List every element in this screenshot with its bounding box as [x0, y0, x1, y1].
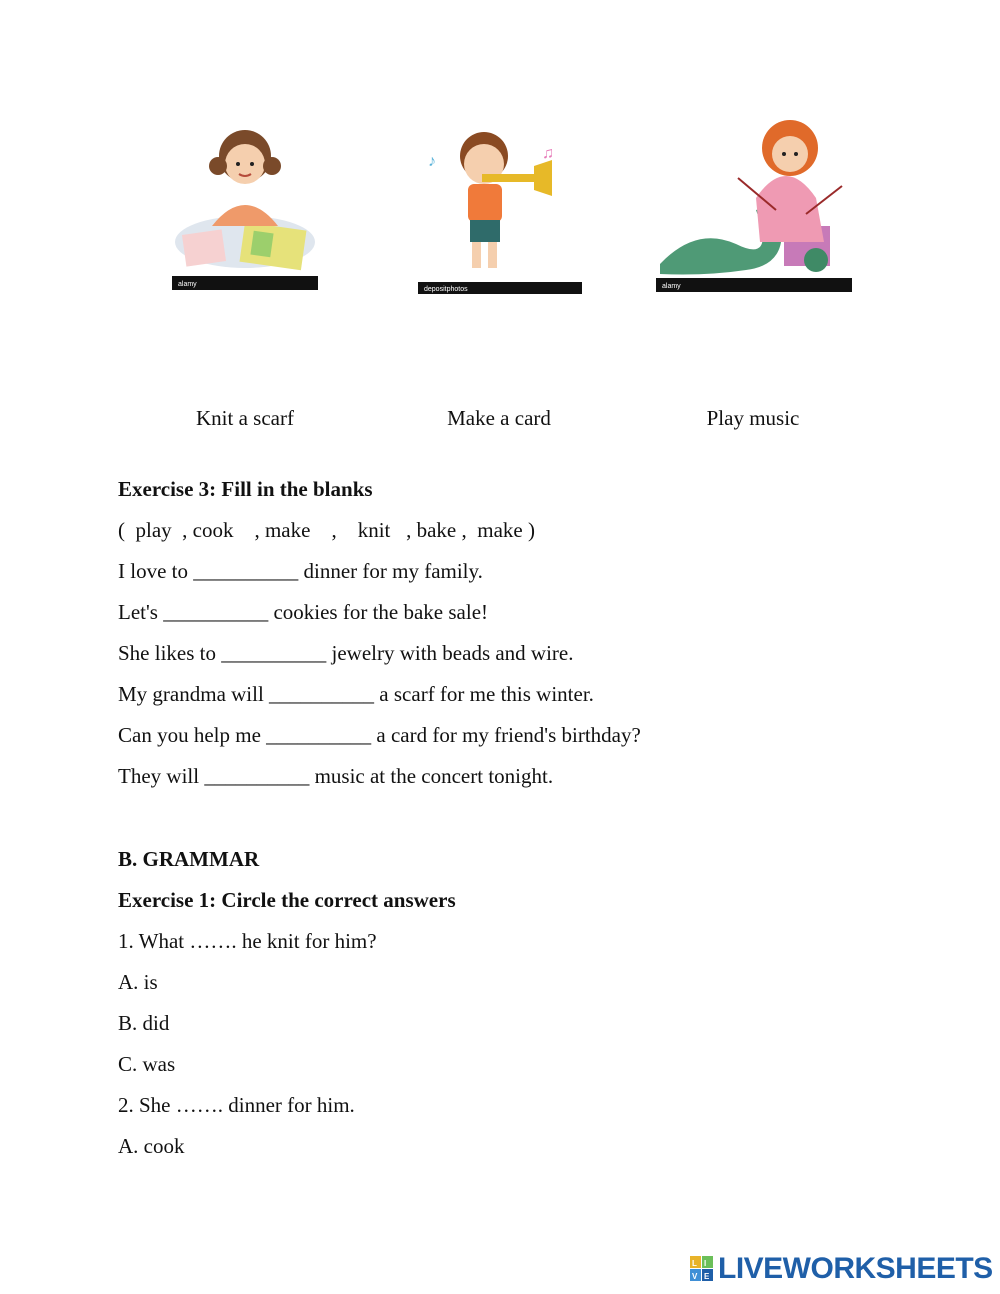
caption-make-a-card: Make a card — [447, 406, 551, 430]
fill-sentence-3: She likes to __________ jewelry with beads and wire. — [118, 641, 574, 665]
svg-text:V: V — [692, 1272, 698, 1281]
fill-sentence-6: They will __________ music at the concert tonight. — [118, 764, 554, 788]
svg-text:L: L — [692, 1259, 697, 1268]
svg-text:alamy: alamy — [662, 283, 681, 290]
question-2: 2. She ……. dinner for him. — [118, 1093, 355, 1117]
svg-text:♪: ♪ — [428, 153, 436, 170]
fill-sentence-2: Let's __________ cookies for the bake sale! — [118, 600, 489, 624]
question-1-option-b[interactable]: B. did — [118, 1011, 170, 1035]
logo-text: LIVEWORKSHEETS — [718, 1252, 993, 1285]
svg-text:depositphotos: depositphotos — [424, 286, 468, 293]
svg-text:♫: ♫ — [542, 145, 554, 162]
caption-play-music: Play music — [706, 406, 800, 430]
caption-knit-a-scarf: Knit a scarf — [196, 406, 294, 430]
question-1-option-c[interactable]: C. was — [118, 1052, 176, 1076]
liveworksheets-logo — [690, 1252, 993, 1286]
fill-sentence-1: I love to __________ dinner for my family. — [118, 559, 483, 583]
svg-text:alamy: alamy — [178, 281, 197, 288]
fill-sentence-5: Can you help me __________ a card for my friend's birthday? — [118, 723, 641, 747]
question-1: 1. What ……. he knit for him? — [118, 929, 377, 953]
fill-sentence-4: My grandma will __________ a scarf for me this winter. — [118, 682, 594, 706]
exercise-3-title: Exercise 3: Fill in the blanks — [118, 477, 373, 501]
live-badge-icon — [690, 1256, 714, 1282]
svg-text:I: I — [704, 1259, 707, 1268]
svg-text:E: E — [704, 1272, 710, 1281]
question-2-option-a[interactable]: A. cook — [118, 1134, 185, 1158]
word-bank: ( play , cook , make , knit , bake , make ) — [118, 518, 535, 542]
grammar-exercise-1-title: Exercise 1: Circle the correct answers — [118, 888, 456, 912]
girl-making-card-image — [172, 114, 318, 290]
grammar-section-title: B. GRAMMAR — [118, 847, 260, 871]
question-1-option-a[interactable]: A. is — [118, 970, 158, 994]
boy-playing-trumpet-image — [416, 116, 582, 294]
woman-knitting-image — [656, 114, 852, 292]
